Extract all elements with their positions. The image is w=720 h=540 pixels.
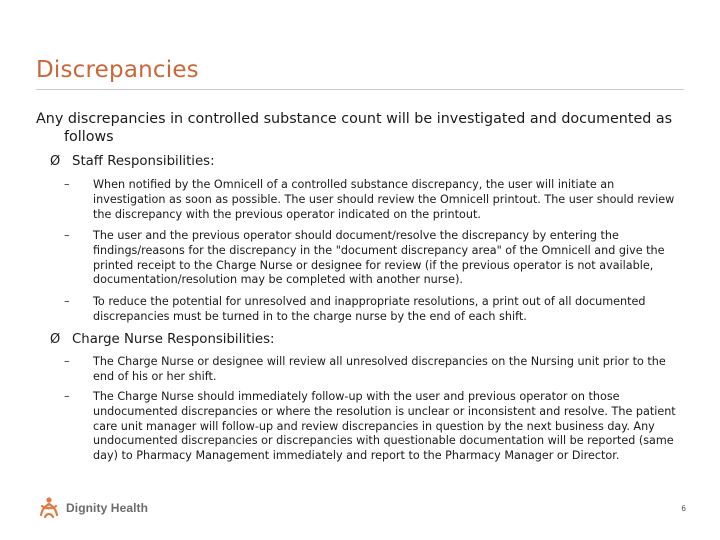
dash-bullet-icon: –	[64, 355, 70, 368]
section-heading-charge-nurse	[50, 331, 275, 348]
list-item-text: When notified by the Omnicell of a controlled substance discrepancy, the user will initiate an investigation as soon as possible. The user should review the Omnicell printout. The user should review the discrepancy with the previous operator indicated on the printout.	[93, 178, 675, 221]
intro-text: Any discrepancies in controlled substance count will be investigated and documented as follows	[36, 111, 673, 145]
list-item-text: To reduce the potential for unresolved and inappropriate resolutions, a print out of all documented discrepancies must be turned in to the charge nurse by the end of each shift.	[93, 295, 646, 323]
section-heading-label: Charge Nurse Responsibilities:	[72, 332, 275, 347]
section-heading-label: Staff Responsibilities:	[72, 154, 215, 169]
list-item-text: The Charge Nurse or designee will review all unresolved discrepancies on the Nursing unit prior to the end of his or her shift.	[93, 355, 666, 383]
title-divider	[36, 89, 684, 90]
list-item	[64, 295, 686, 325]
list-item	[64, 229, 686, 288]
dash-bullet-icon: –	[64, 229, 70, 242]
dash-bullet-icon: –	[64, 390, 70, 403]
dignity-health-logo-icon	[36, 495, 62, 521]
logo-text: Dignity Health	[66, 501, 149, 515]
page-number: 6	[681, 504, 686, 513]
arrow-bullet-icon: Ø	[50, 332, 61, 347]
dash-bullet-icon: –	[64, 295, 70, 308]
list-item-text: The Charge Nurse should immediately follow-up with the user and previous operator on those undocumented discrepancies or where the resolution is unclear or inconsistent and resolve. The patient care unit manager will follow-up and review discrepancies in question by the next business day. Any undocumented discrepancies or discrepancies with questionable documentation will be reported (same day) to Pharmacy Management immediately and report to the Pharmacy Manager or Director.	[93, 390, 676, 463]
section-heading-staff	[50, 153, 215, 170]
list-item-text: The user and the previous operator should document/resolve the discrepancy by entering the findings/reasons for the discrepancy in the "document discrepancy area" of the Omnicell and give the printed receipt to the Charge Nurse or designee for review (if the previous operator is not available, documentation/resolution may be completed with another nurse).	[93, 229, 665, 287]
arrow-bullet-icon: Ø	[50, 154, 61, 169]
page-title: Discrepancies	[36, 57, 199, 83]
list-item	[64, 178, 686, 222]
dignity-health-logo	[36, 494, 148, 522]
dash-bullet-icon: –	[64, 178, 70, 191]
list-item	[64, 390, 686, 464]
list-item	[64, 355, 686, 385]
